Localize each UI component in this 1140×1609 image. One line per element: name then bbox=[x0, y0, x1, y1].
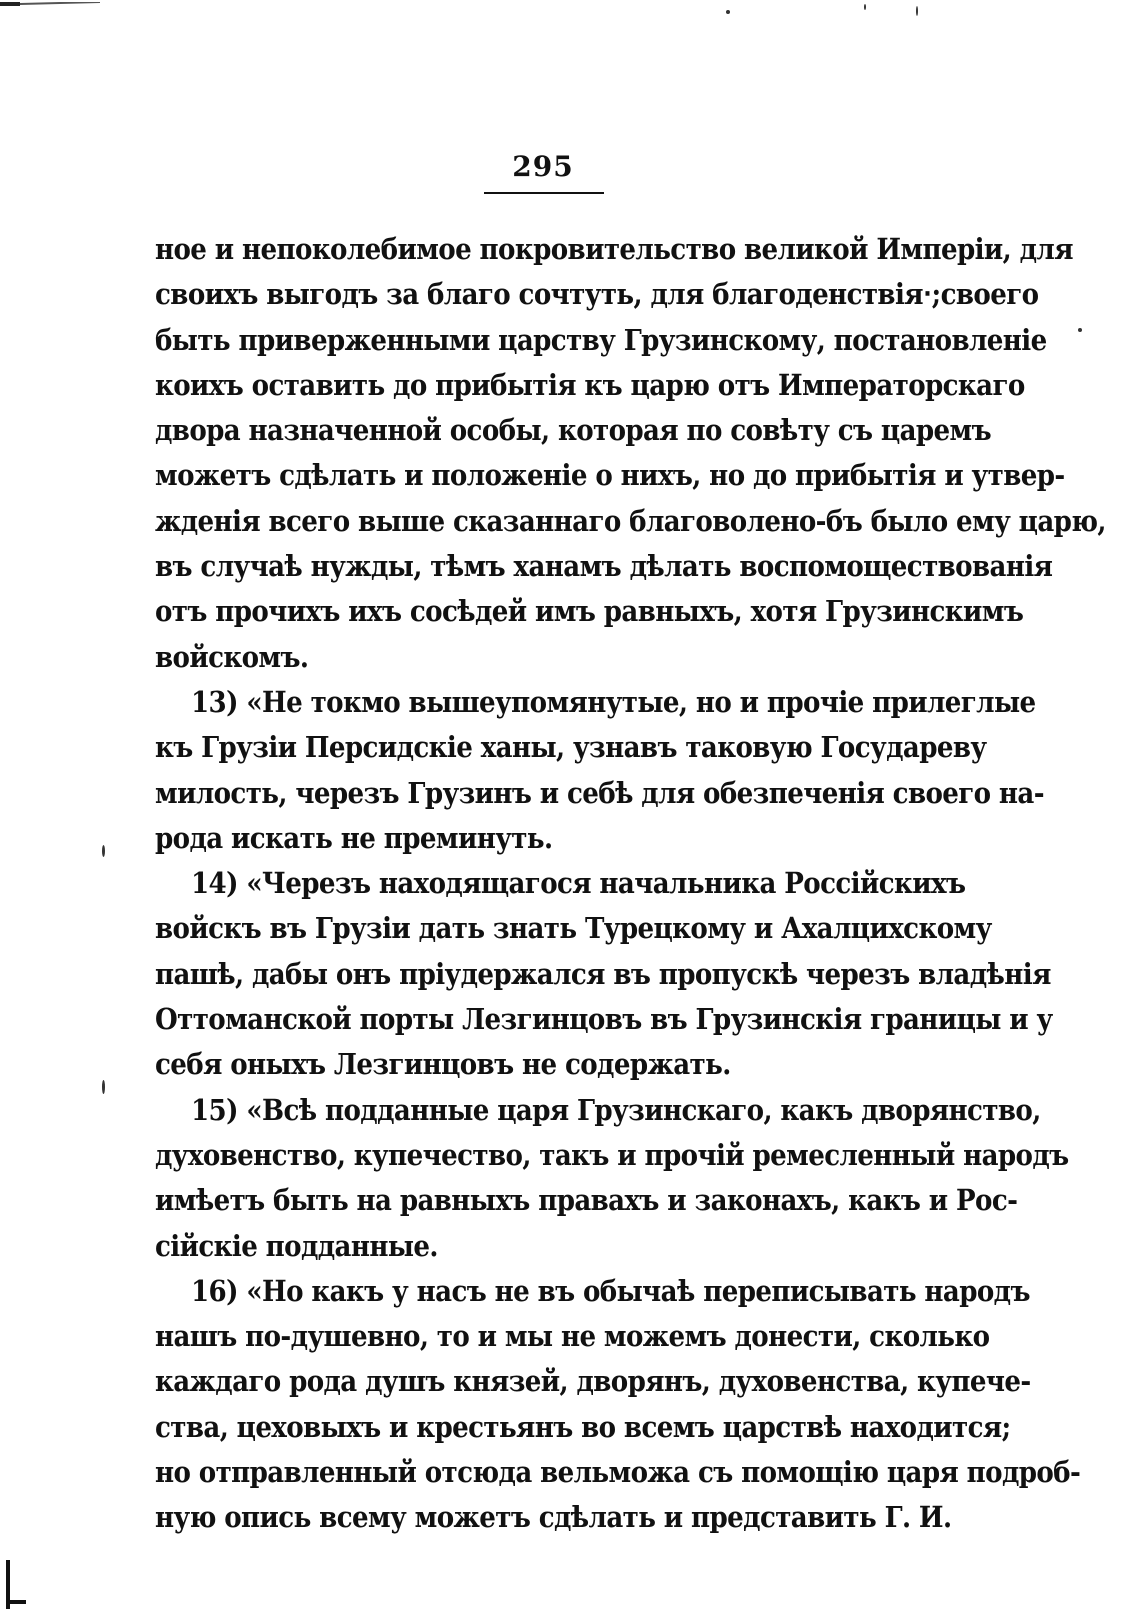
text-line: духовенство, купечество, такъ и прочій ремесленный народъ bbox=[155, 1137, 1069, 1172]
text-line: можетъ сдѣлать и положеніе о нихъ, но до прибытія и утвер- bbox=[155, 458, 1065, 493]
text-line: ную опись всему можетъ сдѣлать и представить Г. И. bbox=[155, 1500, 952, 1535]
text-line: жденія всего выше сказаннаго благоволено-бъ было ему царю, bbox=[155, 503, 1106, 538]
text-line: сійскіе подданные. bbox=[155, 1228, 438, 1263]
text-line: милость, черезъ Грузинъ и себѣ для обезпеченія своего на- bbox=[155, 775, 1044, 810]
text-line: отъ прочихъ ихъ сосѣдей имъ равныхъ, хотя Грузинскимъ bbox=[155, 594, 1024, 629]
paragraph-15-line: 15) «Всѣ подданные царя Грузинскаго, какъ дворянство, bbox=[191, 1092, 1041, 1127]
text-line: своихъ выгодъ за благо сочтуть, для благоденствія‧;своего bbox=[155, 277, 1039, 312]
text-line: но отправленный отсюда вельможа съ помощію царя подроб- bbox=[155, 1455, 1081, 1490]
scan-speck bbox=[102, 845, 105, 857]
text-line: имѣетъ быть на равныхъ правахъ и законахъ, какъ и Рос- bbox=[155, 1183, 1018, 1218]
text-line: къ Грузіи Персидскіе ханы, узнавъ таковую Государеву bbox=[155, 730, 987, 765]
page-number: 295 bbox=[512, 150, 574, 183]
scan-speck bbox=[1078, 328, 1082, 332]
text-line: каждаго рода душъ князей, дворянъ, духовенства, купече- bbox=[155, 1364, 1031, 1399]
scan-speck bbox=[916, 6, 918, 16]
paragraph-16-line: 16) «Но какъ у насъ не въ обычаѣ переписывать народъ bbox=[191, 1273, 1030, 1308]
scan-speck bbox=[726, 10, 730, 14]
text-line: себя оныхъ Лезгинцовъ не содержать. bbox=[155, 1047, 731, 1082]
text-line: быть приверженными царству Грузинскому, постановленіе bbox=[155, 322, 1047, 357]
text-line: ства, цеховыхъ и крестьянъ во всемъ царствѣ находится; bbox=[155, 1409, 1011, 1444]
text-line: въ случаѣ нужды, тѣмъ ханамъ дѣлать воспомоществованія bbox=[155, 549, 1053, 584]
paragraph-13-line: 13) «Не токмо вышеупомянутые, но и прочіе прилеглые bbox=[191, 684, 1036, 719]
text-line: ное и непоколебимое покровительство великой Имперіи, для bbox=[155, 232, 1073, 266]
paragraph-14-line: 14) «Черезъ находящагося начальника Россійскихъ bbox=[191, 866, 966, 901]
page-number-rule bbox=[484, 192, 604, 194]
text-line: войскъ въ Грузіи дать знать Турецкому и Ахалцихскому bbox=[155, 911, 992, 946]
text-line: двора назначенной особы, которая по совѣту съ царемъ bbox=[155, 413, 992, 448]
scan-corner-mark bbox=[0, 0, 120, 10]
scan-speck bbox=[102, 1080, 105, 1094]
text-line: коихъ оставить до прибытія къ царю отъ Императорскаго bbox=[155, 367, 1025, 402]
scan-speck bbox=[864, 4, 866, 10]
text-line: пашѣ, дабы онъ пріудержался въ пропускѣ черезъ владѣнія bbox=[155, 956, 1051, 991]
text-line: Оттоманской порты Лезгинцовъ въ Грузинскія границы и у bbox=[155, 1002, 1053, 1037]
text-line: рода искать не преминуть. bbox=[155, 820, 553, 855]
body-text bbox=[155, 227, 1106, 1541]
text-line: нашъ по-душевно, то и мы не можемъ донести, сколько bbox=[155, 1319, 990, 1354]
text-line: войскомъ. bbox=[155, 639, 309, 674]
scan-left-edge-foot bbox=[6, 1600, 26, 1604]
